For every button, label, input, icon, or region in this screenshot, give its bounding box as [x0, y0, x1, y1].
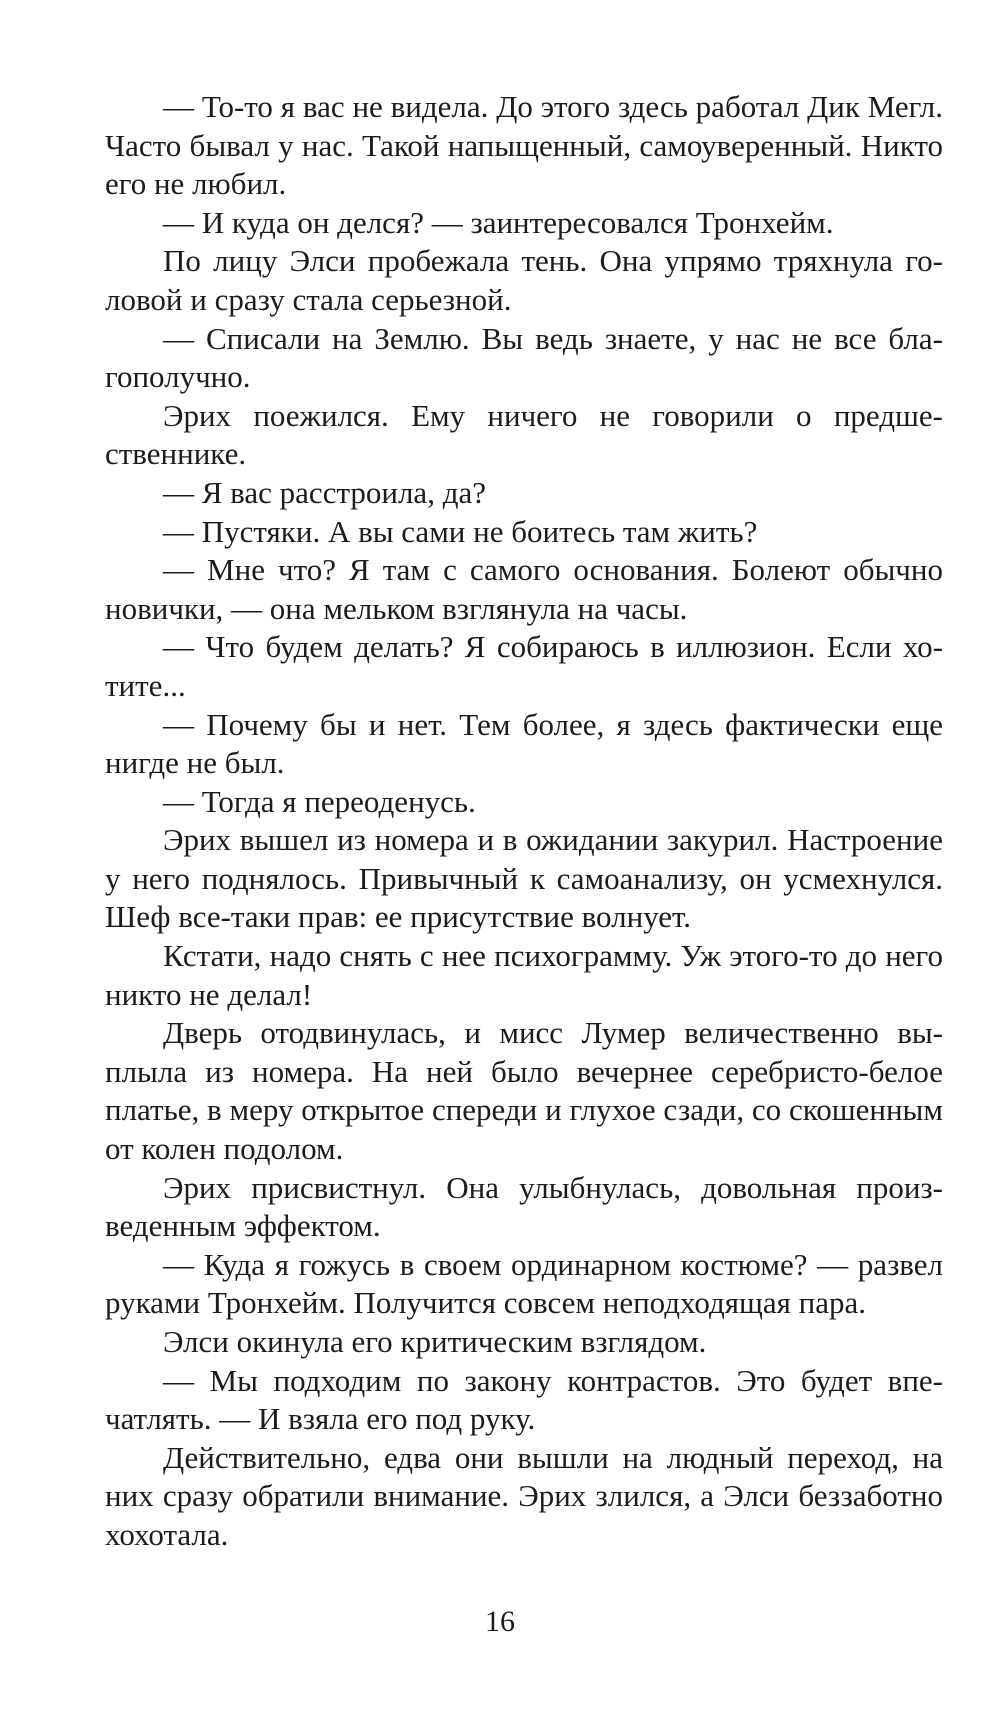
- paragraph: — То-то я вас не видела. До этого здесь работал Дик Мегл. Часто бывал у нас. Такой напыщенный, самоуверенный. Никто его не любил.: [105, 89, 943, 202]
- paragraph: — И куда он делся? — заинтересовался Тронхейм.: [163, 204, 834, 240]
- paragraph: Эрих вышел из номера и в ожидании закурил. Настроение у него поднялось. Привычный к самоанализу, он усмехнулся. Шеф все-таки прав: ее присутствие волнует.: [105, 822, 943, 935]
- paragraph: Эрих присвистнул. Она улыбнулась, довольная произведенным эффектом.: [105, 1169, 943, 1244]
- paragraph: — Что будем делать? Я собираюсь в иллюзион. Если хотите...: [105, 629, 943, 703]
- paragraph: — Мне что? Я там с самого основания. Болеют обычно новички, — она мельком взглянула на часы.: [105, 552, 943, 626]
- paragraph: — Мы подходим по закону контрастов. Это будет впечатлять. — И взяла его под руку.: [105, 1362, 943, 1437]
- page-text: [105, 88, 943, 1555]
- paragraph: — Я вас расстроила, да?: [163, 474, 486, 510]
- paragraph: — Тогда я переоденусь.: [163, 783, 476, 819]
- paragraph: — Почему бы и нет. Тем более, я здесь фактически еще нигде не был.: [105, 706, 943, 781]
- paragraph: Действительно, едва они вышли на людный переход, на них сразу обратили внимание. Эрих злился, а Элси беззаботно хохотала.: [105, 1439, 943, 1552]
- paragraph: — Списали на Землю. Вы ведь знаете, у нас не все благополучно.: [105, 320, 943, 395]
- paragraph: Кстати, надо снять с нее психограмму. Уж этого-то до него никто не делал!: [105, 938, 943, 1012]
- paragraph: Дверь отодвинулась, и мисс Лумер величественно выплыла из номера. На ней было вечернее серебристо-белое платье, в меру открытое спереди и глухое сзади, со скошенным от колен подолом.: [105, 1015, 943, 1167]
- paragraph: — Пустяки. А вы сами не боитесь там жить?: [163, 513, 758, 549]
- paragraph: — Куда я гожусь в своем ординарном костюме? — развел руками Тронхейм. Получится совсем неподходящая пара.: [105, 1246, 943, 1321]
- paragraph: Элси окинула его критическим взглядом.: [163, 1324, 707, 1359]
- paragraph: Эрих поежился. Ему ничего не говорили о предшественнике.: [105, 397, 943, 472]
- page-number: 16: [485, 1605, 515, 1638]
- paragraph: По лицу Элси пробежала тень. Она упрямо тряхнула головой и сразу стала серьезной.: [105, 243, 943, 317]
